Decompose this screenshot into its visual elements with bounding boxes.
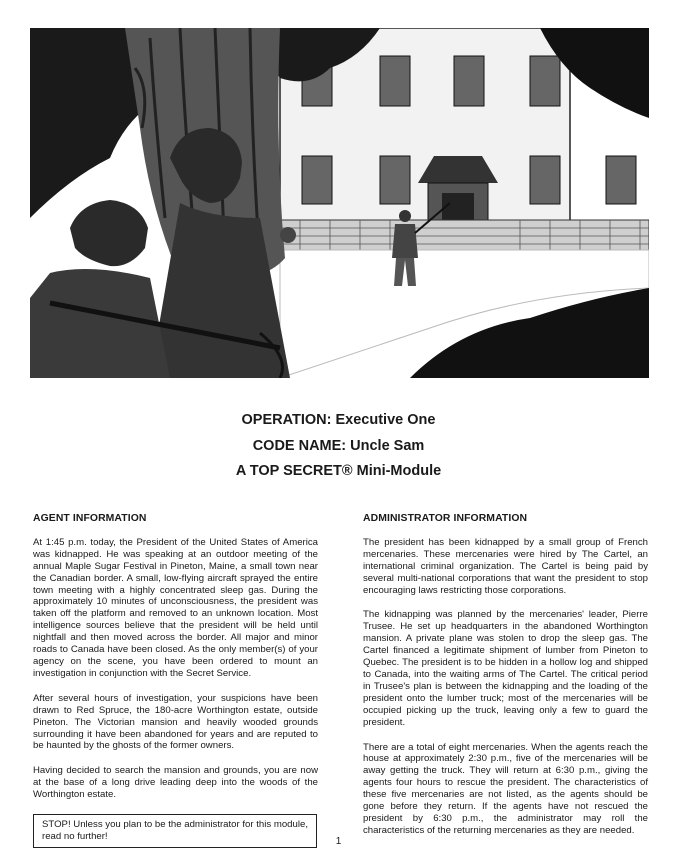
administrator-information-heading: ADMINISTRATOR INFORMATION xyxy=(363,513,528,524)
cover-illustration xyxy=(30,28,649,378)
module-subtitle: A TOP SECRET® Mini-Module xyxy=(235,463,442,479)
code-name-title: CODE NAME: Uncle Sam xyxy=(252,438,425,454)
agent-paragraph: Having decided to search the mansion and grounds, you are now at the base of a long drive leading deep into the woods of the Worthington estate. xyxy=(33,765,318,801)
agent-paragraph: After several hours of investigation, your suspicions have been drawn to Red Spruce, the 180-acre Worthington estate, outside Pineton. The Victorian mansion and heavily wooded grounds surrounding it have been abandoned for years and are reputed to be haunted by the ghosts of the former owners. xyxy=(33,692,318,752)
operation-title: OPERATION: Executive One xyxy=(241,412,436,428)
stop-warning-box: STOP! Unless you plan to be the administrator for this module, read no further! xyxy=(33,814,317,848)
admin-paragraph: There are a total of eight mercenaries. When the agents reach the house at approximately 2:30 p.m., five of the mercenaries will be away getting the truck. They will return at 6:30 p.m., giving the agents four hours to rescue the president. The characteristics of these five mercenaries are not listed, as the agents should be gone before they return. If the agents have not rescued the president by 6:30 p.m., the administrator may roll the characteristics of the returning mercenaries as they are needed. xyxy=(363,741,648,836)
agent-information-heading: AGENT INFORMATION xyxy=(33,513,147,524)
admin-paragraph: The kidnapping was planned by the mercenaries' leader, Pierre Trusee. He set up headquarters in the abandoned Worthington mansion. A private plane was stolen to drop the sleep gas. The Cartel financed a legitimate shipment of lumber from Pineton to Quebec. The president is to be hidden in a hollow log and shipped to Canada, into the waiting arms of The Cartel. The critical period in Trusee's plan is between the kidnapping and the loading of the president onto the lumber truck; most of the mercenaries will be occupied picking up the truck, leaving only a few to guard the president. xyxy=(363,609,648,728)
agent-information-column xyxy=(33,513,318,848)
administrator-information-column xyxy=(363,513,648,850)
agent-paragraph: At 1:45 p.m. today, the President of the United States of America was kidnapped. He was speaking at an outdoor meeting of the annual Maple Sugar Festival in Pineton, Maine, a small town near the Canadian border. A small, low-flying aircraft sprayed the entire town meeting with a highly concentrated sleep gas. During the approximately 10 minutes of unconsciousness, the president was taken off the platform and removed to an unknown location. Most intelligence sources believe that the president will be held until nightfall and then moved across the border. All major and minor roads to Canada have been closed. As the only member(s) of your agency on the scene, you have been ordered to mount an investigation in conjunction with the Secret Service. xyxy=(33,536,318,679)
page-number: 1 xyxy=(335,836,342,847)
admin-paragraph: The president has been kidnapped by a small group of French mercenaries. These mercenaries were hired by The Cartel, an international criminal organization. The Cartel is being paid by several multi-national corporations that want the president to stop encouraging laws restricting those corporations. xyxy=(363,536,648,596)
